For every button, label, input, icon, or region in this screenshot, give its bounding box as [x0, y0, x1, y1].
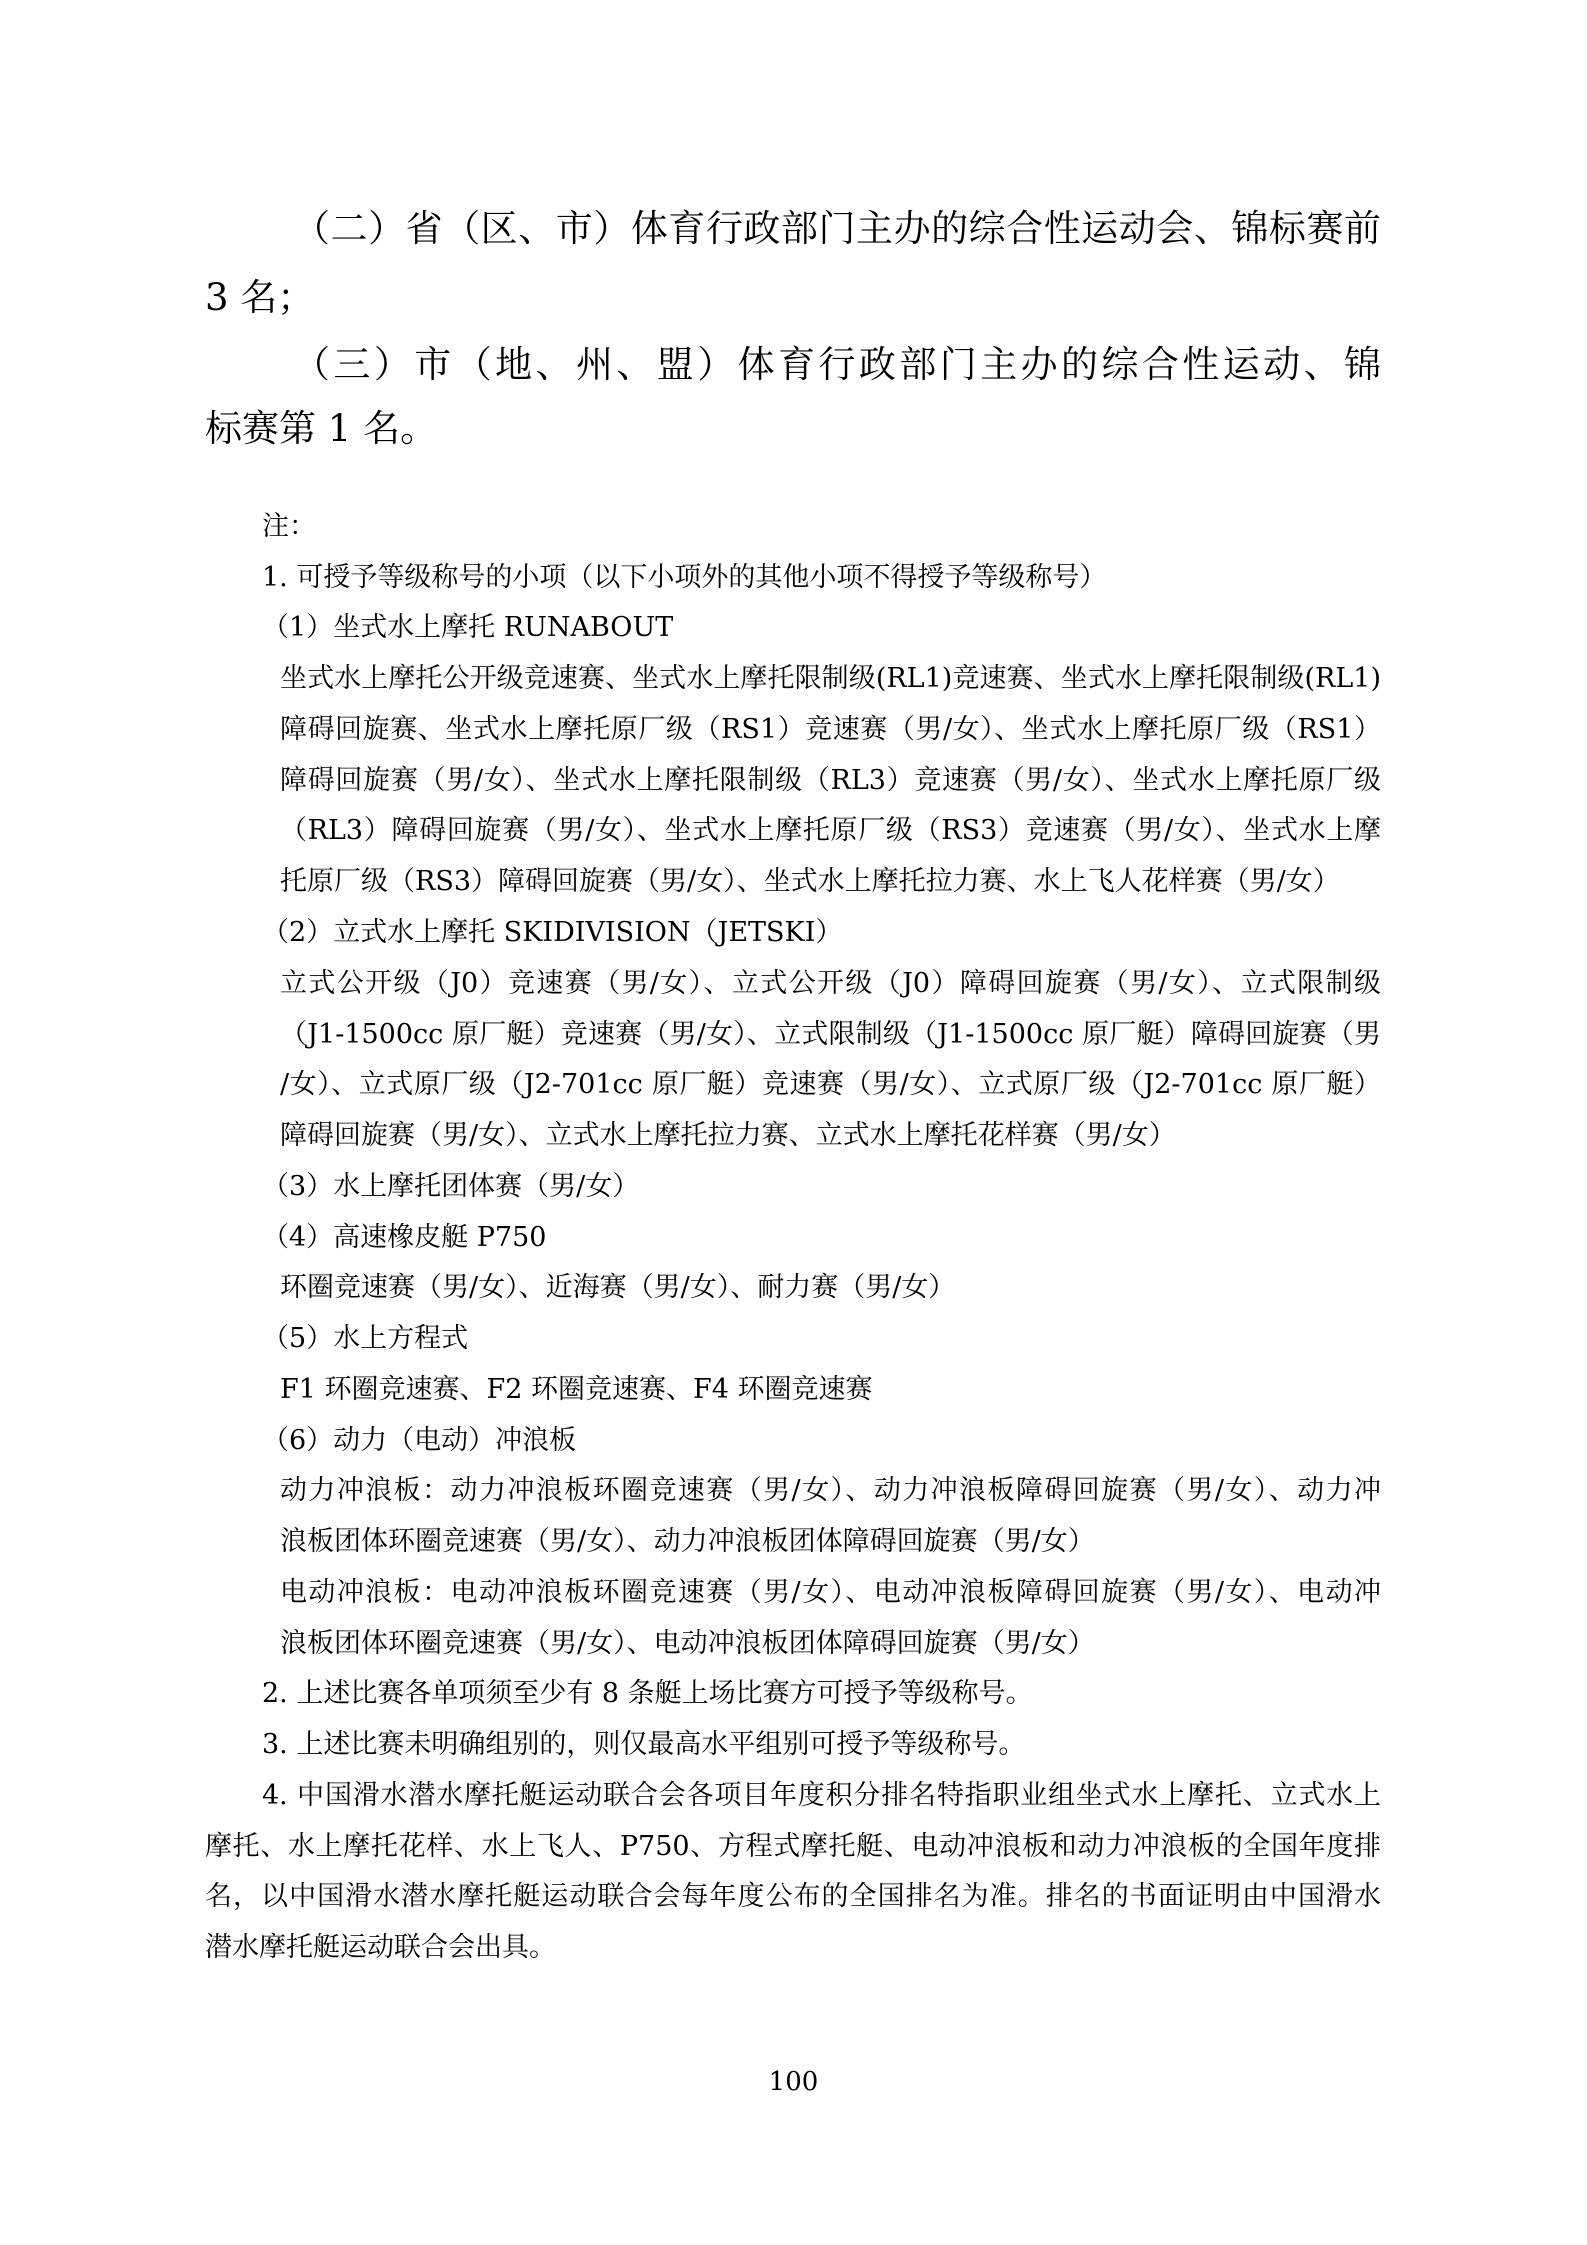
note-item-4-line: 名，以中国滑水潜水摩托艇运动联合会每年度公布的全国排名为准。排名的书面证明由中国滑水	[205, 1881, 1381, 1912]
group-5-title: （5）水上方程式	[262, 1323, 469, 1354]
group-2-line: （J1-1500cc 原厂艇）竞速赛（男/女）、立式限制级（J1-1500cc 原厂艇）障碍回旋赛（男	[280, 1019, 1381, 1050]
group-2-title: （2）立式水上摩托 SKIDIVISION（JETSKI）	[262, 917, 843, 948]
group-6-line: 浪板团体环圈竞速赛（男/女）、动力冲浪板团体障碍回旋赛（男/女）	[280, 1526, 1095, 1557]
note-item-1-title: 1. 可授予等级称号的小项（以下小项外的其他小项不得授予等级称号）	[262, 562, 1107, 593]
group-1-line: 托原厂级（RS3）障碍回旋赛（男/女）、坐式水上摩托拉力赛、水上飞人花样赛（男/女）	[280, 866, 1340, 897]
group-4-title: （4）高速橡皮艇 P750	[262, 1222, 547, 1253]
note-item-4-line: 摩托、水上摩托花样、水上飞人、P750、方程式摩托艇、电动冲浪板和动力冲浪板的全国年度排	[205, 1831, 1381, 1862]
group-4-line: 环圈竞速赛（男/女）、近海赛（男/女）、耐力赛（男/女）	[280, 1272, 956, 1303]
main-paragraph-3-line: （三）市（地、州、盟）体育行政部门主办的综合性运动、锦	[293, 343, 1381, 386]
group-1-line: 障碍回旋赛、坐式水上摩托原厂级（RS1）竞速赛（男/女）、坐式水上摩托原厂级（RS1）	[280, 714, 1381, 745]
note-item-4-line: 4. 中国滑水潜水摩托艇运动联合会各项目年度积分排名特指职业组坐式水上摩托、立式水上	[262, 1780, 1381, 1811]
notes-heading: 注：	[262, 511, 316, 542]
main-paragraph-2-line: 3 名；	[205, 276, 315, 319]
group-2-line: /女）、立式原厂级（J2-701cc 原厂艇）竞速赛（男/女）、立式原厂级（J2-701cc 原厂艇）	[280, 1069, 1381, 1100]
group-1-line: 坐式水上摩托公开级竞速赛、坐式水上摩托限制级(RL1)竞速赛、坐式水上摩托限制级(RL1)	[280, 663, 1381, 694]
group-3-title: （3）水上摩托团体赛（男/女）	[262, 1171, 640, 1202]
group-2-line: 障碍回旋赛（男/女）、立式水上摩托拉力赛、立式水上摩托花样赛（男/女）	[280, 1120, 1176, 1151]
page-number: 100	[768, 2067, 819, 2097]
group-6-line: 动力冲浪板：动力冲浪板环圈竞速赛（男/女）、动力冲浪板障碍回旋赛（男/女）、动力冲	[280, 1475, 1381, 1506]
group-5-line: F1 环圈竞速赛、F2 环圈竞速赛、F4 环圈竞速赛	[280, 1374, 873, 1405]
note-item-3: 3. 上述比赛未明确组别的，则仅最高水平组别可授予等级称号。	[262, 1729, 1026, 1760]
group-1-line: 障碍回旋赛（男/女）、坐式水上摩托限制级（RL3）竞速赛（男/女）、坐式水上摩托原厂级	[280, 765, 1381, 796]
group-1-title: （1）坐式水上摩托 RUNABOUT	[262, 612, 674, 643]
group-6-line: 电动冲浪板：电动冲浪板环圈竞速赛（男/女）、电动冲浪板障碍回旋赛（男/女）、电动冲	[280, 1577, 1381, 1608]
group-6-title: （6）动力（电动）冲浪板	[262, 1425, 577, 1456]
group-2-line: 立式公开级（J0）竞速赛（男/女）、立式公开级（J0）障碍回旋赛（男/女）、立式限制级	[280, 968, 1381, 999]
main-paragraph-2-line: （二）省（区、市）体育行政部门主办的综合性运动会、锦标赛前	[293, 207, 1381, 250]
group-6-line: 浪板团体环圈竞速赛（男/女）、电动冲浪板团体障碍回旋赛（男/女）	[280, 1628, 1095, 1659]
note-item-4-line: 潜水摩托艇运动联合会出具。	[205, 1932, 556, 1963]
main-paragraph-3-line: 标赛第 1 名。	[205, 407, 438, 450]
note-item-2: 2. 上述比赛各单项须至少有 8 条艇上场比赛方可授予等级称号。	[262, 1678, 1033, 1709]
group-1-line: （RL3）障碍回旋赛（男/女）、坐式水上摩托原厂级（RS3）竞速赛（男/女）、坐式水上摩	[280, 815, 1381, 846]
